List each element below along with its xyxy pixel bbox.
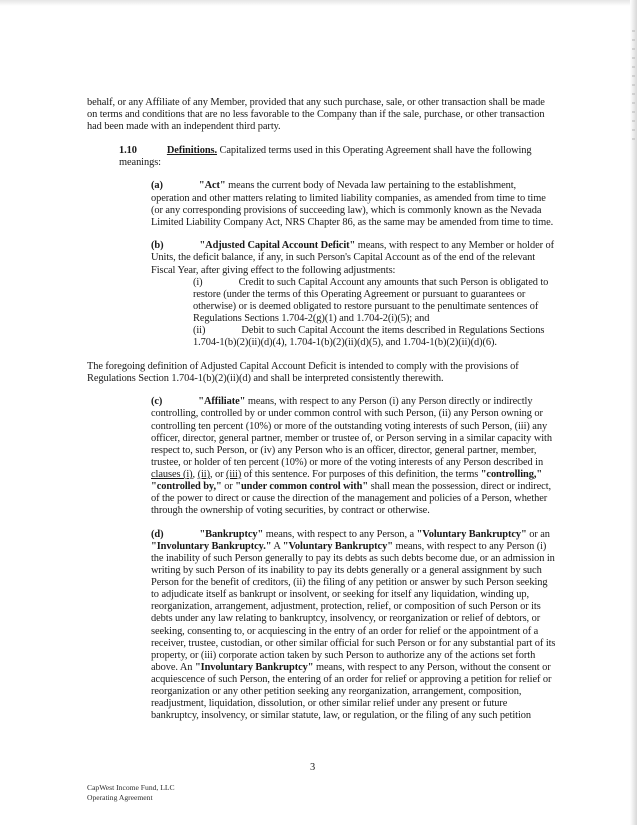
section-intro: Capitalized terms used in this Operating Agreement shall have the following meanings: bbox=[119, 144, 532, 168]
clause-comma: , bbox=[192, 468, 196, 480]
def-b-sub-i-label: (i) bbox=[193, 276, 203, 288]
document-footer bbox=[87, 783, 175, 803]
def-a-term: "Act" bbox=[198, 180, 226, 192]
def-d-t5: means, with respect to any Person, without the consent or acquiescence of such Person, the entering of an order for relief or approving a petition for relief or reorganization or any other petition seeking any reorganization, arrangement, composition, readjustment, liquidation, dissolution, or other similar relief under any present or future bankruptcy, insolvency, or similar statute, law, or regulation, or the filing of any such petition bbox=[151, 661, 552, 722]
def-d-term: "Bankruptcy" bbox=[199, 528, 264, 540]
footer-title: Operating Agreement bbox=[87, 793, 153, 802]
section-heading: Definitions. bbox=[166, 144, 218, 156]
definition-adjusted-capital-account-deficit bbox=[87, 240, 557, 276]
def-b-sub-ii-label: (ii) bbox=[193, 325, 206, 336]
term-involuntary-bankruptcy: "Involuntary Bankruptcy." bbox=[151, 540, 272, 552]
def-c-text-3: shall mean the possession, direct or indirect, of the power to direct or cause the direction of the management and policies of a Person, whether through the ownership of voting securities, by contract or otherwise. bbox=[151, 481, 552, 517]
footer-company: CapWest Income Fund, LLC bbox=[87, 783, 175, 792]
def-a-text: means the current body of Nevada law pertaining to the establishment, operation and other matters relating to limited liability companies, as amended from time to time (or any corresponding provisions of succeeding law), which is commonly known as the Nevada Limited Liability Company Act, NRS Chapter 86, as the same may be amended from time to time. bbox=[151, 180, 554, 228]
term-controlled-by: "controlled by," bbox=[151, 481, 222, 493]
def-c-term: "Affiliate" bbox=[198, 396, 246, 408]
def-d-t3: A bbox=[273, 540, 281, 552]
paragraph-continuation: behalf, or any Affiliate of any Member, provided that any such purchase, sale, or other transaction shall be made on terms and conditions that are no less favorable to the Company than if the sale, purchase, or other transaction had been made with an independent third party. bbox=[87, 97, 545, 133]
term-involuntary-bankruptcy-2: "Involuntary Bankruptcy" bbox=[194, 661, 314, 673]
def-b-closing: The foregoing definition of Adjusted Capital Account Deficit is intended to comply with the provisions of Regulations Section 1.704-1(b)(2)(ii)(d) and shall be interpreted consistently therewith. bbox=[87, 360, 519, 384]
term-voluntary-bankruptcy: "Voluntary Bankruptcy" bbox=[416, 528, 527, 540]
definition-affiliate bbox=[87, 396, 557, 517]
def-b-subclause-i bbox=[87, 277, 557, 325]
definition-bankruptcy bbox=[87, 529, 557, 723]
def-d-t4: means, with respect to any Person (i) the inability of such Person generally to pay its debts as such debts become due, or an admission in writing by such Person of its inability to pay its debts generally or a general assignment by such Person for the benefit of creditors, (ii) the filing of any petition or answer by such Person seeking to adjudicate itself as bankrupt or insolvent, or seeking for itself any liquidation, winding up, reorganization, arrangement, adjustment, protection, relief, or composition of such Person or its debts under any law relating to bankruptcy, insolvency, or reorganization or relief of debtors, or seeking, consenting to, or acquiescing in the entry of an order for relief or the appointment of a receiver, trustee, custodian, or other similar official for such Person or for any substantial part of its property, or (iii) corporate action taken by such Person to authorize any of the actions set forth above. An bbox=[151, 540, 556, 673]
term-under-common-control: "under common control with" bbox=[235, 481, 369, 493]
def-c-text-1: means, with respect to any Person (i) any Person directly or indirectly controlling, controlled by or under common control with such Person, (ii) any Person owning or controlling ten percent (10%) or more of the outstanding voting interests of such Person, (iii) any officer, director, general partner, member or trustee of, or Person serving in a similar capacity with respect to, such Person, or (iv) any Person who is an officer, director, general partner, member, trustee, or holder of ten percent (10%) or more of the voting interests of any Person described in bbox=[151, 396, 552, 468]
term-controlling: "controlling," bbox=[480, 468, 543, 480]
def-b-text: means, with respect to any Member or holder of Units, the deficit balance, if any, in such Person's Capital Account as of the end of the relevant Fiscal Year, after giving effect to the following adjustments: bbox=[151, 240, 555, 276]
section-1-10 bbox=[87, 145, 557, 169]
def-c-label: (c) bbox=[151, 396, 163, 408]
def-d-t2: or an bbox=[529, 528, 550, 540]
term-voluntary-bankruptcy-2: "Voluntary Bankruptcy" bbox=[282, 540, 393, 552]
clause-iii-ref: (iii) bbox=[226, 468, 242, 480]
def-b-sub-i-text: Credit to such Capital Account any amounts that such Person is obligated to restore (under the terms of this Operating Agreement or pursuant to guarantees or otherwise) or is deemed obligated to restore pursuant to the penultimate sentences of Regulations Sections 1.704-2(g)(1) and 1.704-2(i)(5); and bbox=[193, 276, 549, 324]
section-number: 1.10 bbox=[119, 144, 137, 156]
def-b-subclause-ii bbox=[87, 325, 557, 349]
clause-ii-ref: (ii) bbox=[197, 468, 210, 480]
scan-binding-marks bbox=[632, 30, 635, 140]
def-d-label: (d) bbox=[151, 528, 164, 540]
def-b-sub-ii-text: Debit to such Capital Account the items described in Regulations Sections 1.704-1(b)(2)(ii)(d)(4), 1.704-1(b)(2)(ii)(d)(5), and 1.704-1(b)(2)(ii)(d)(6). bbox=[193, 325, 545, 349]
def-b-label: (b) bbox=[151, 240, 164, 252]
def-c-text-2: of this sentence. For purposes of this definition, the terms bbox=[243, 468, 479, 480]
clauses-i-ref: clauses (i) bbox=[151, 468, 193, 480]
def-a-label: (a) bbox=[151, 180, 163, 192]
clause-or: , or bbox=[209, 468, 224, 480]
page-number: 3 bbox=[310, 762, 316, 773]
definition-act bbox=[87, 180, 557, 228]
def-d-t1: means, with respect to any Person, a bbox=[265, 528, 415, 540]
scan-top-edge bbox=[0, 0, 637, 6]
document-body bbox=[87, 97, 557, 722]
def-b-term: "Adjusted Capital Account Deficit" bbox=[199, 240, 356, 252]
def-c-or: or bbox=[224, 481, 233, 493]
